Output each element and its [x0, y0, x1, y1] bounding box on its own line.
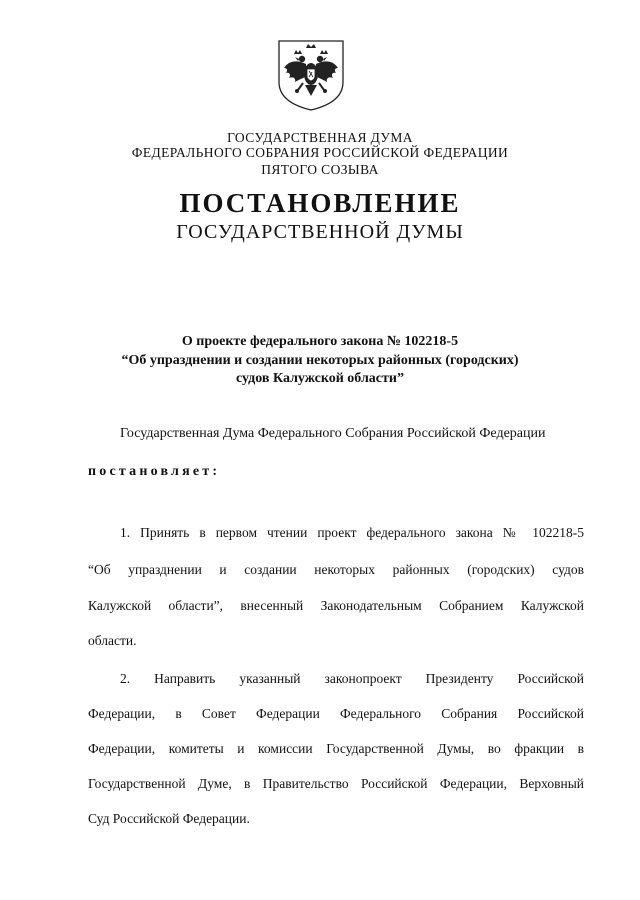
paragraph-line: Калужской области”, внесенный Законодательным Собранием Калужской: [88, 598, 584, 613]
paragraph-line: области.: [88, 633, 137, 648]
title-line-2: “Об упразднении и создании некоторых районных (городских): [121, 353, 519, 368]
header-line-federal-assembly: ФЕДЕРАЛЬНОГО СОБРАНИЯ РОССИЙСКОЙ ФЕДЕРАЦИИ: [131, 145, 509, 160]
document-type: ПОСТАНОВЛЕНИЕ: [179, 188, 461, 218]
paragraph-line: Федерации, в Совет Федерации Федерального Собрания Российской: [88, 706, 584, 721]
title-line-3: судов Калужской области”: [236, 371, 404, 386]
russian-coat-of-arms-icon: [276, 38, 346, 112]
paragraph-line: “Об упразднении и создании некоторых районных (городских) судов: [88, 562, 584, 577]
paragraph-line: 1. Принять в первом чтении проект федерального закона № 102218-5: [120, 525, 584, 540]
resolves-word: постановляет:: [88, 464, 221, 479]
header-line-duma: ГОСУДАРСТВЕННАЯ ДУМА: [227, 130, 413, 145]
paragraph-line: Суд Российской Федерации.: [88, 811, 250, 826]
header-line-convocation: ПЯТОГО СОЗЫВА: [261, 162, 379, 177]
document-issuer: ГОСУДАРСТВЕННОЙ ДУМЫ: [176, 221, 464, 243]
paragraph-line: 2. Направить указанный законопроект Президенту Российской: [120, 671, 584, 686]
paragraph-line: Федерации, комитеты и комиссии Государственной Думы, во фракции в: [88, 741, 584, 756]
preamble-text: Государственная Дума Федерального Собрания Российской Федерации: [120, 426, 546, 441]
paragraph-line: Государственной Думе, в Правительство Российской Федерации, Верховный: [88, 776, 584, 791]
title-line-1: О проекте федерального закона № 102218-5: [181, 334, 459, 349]
